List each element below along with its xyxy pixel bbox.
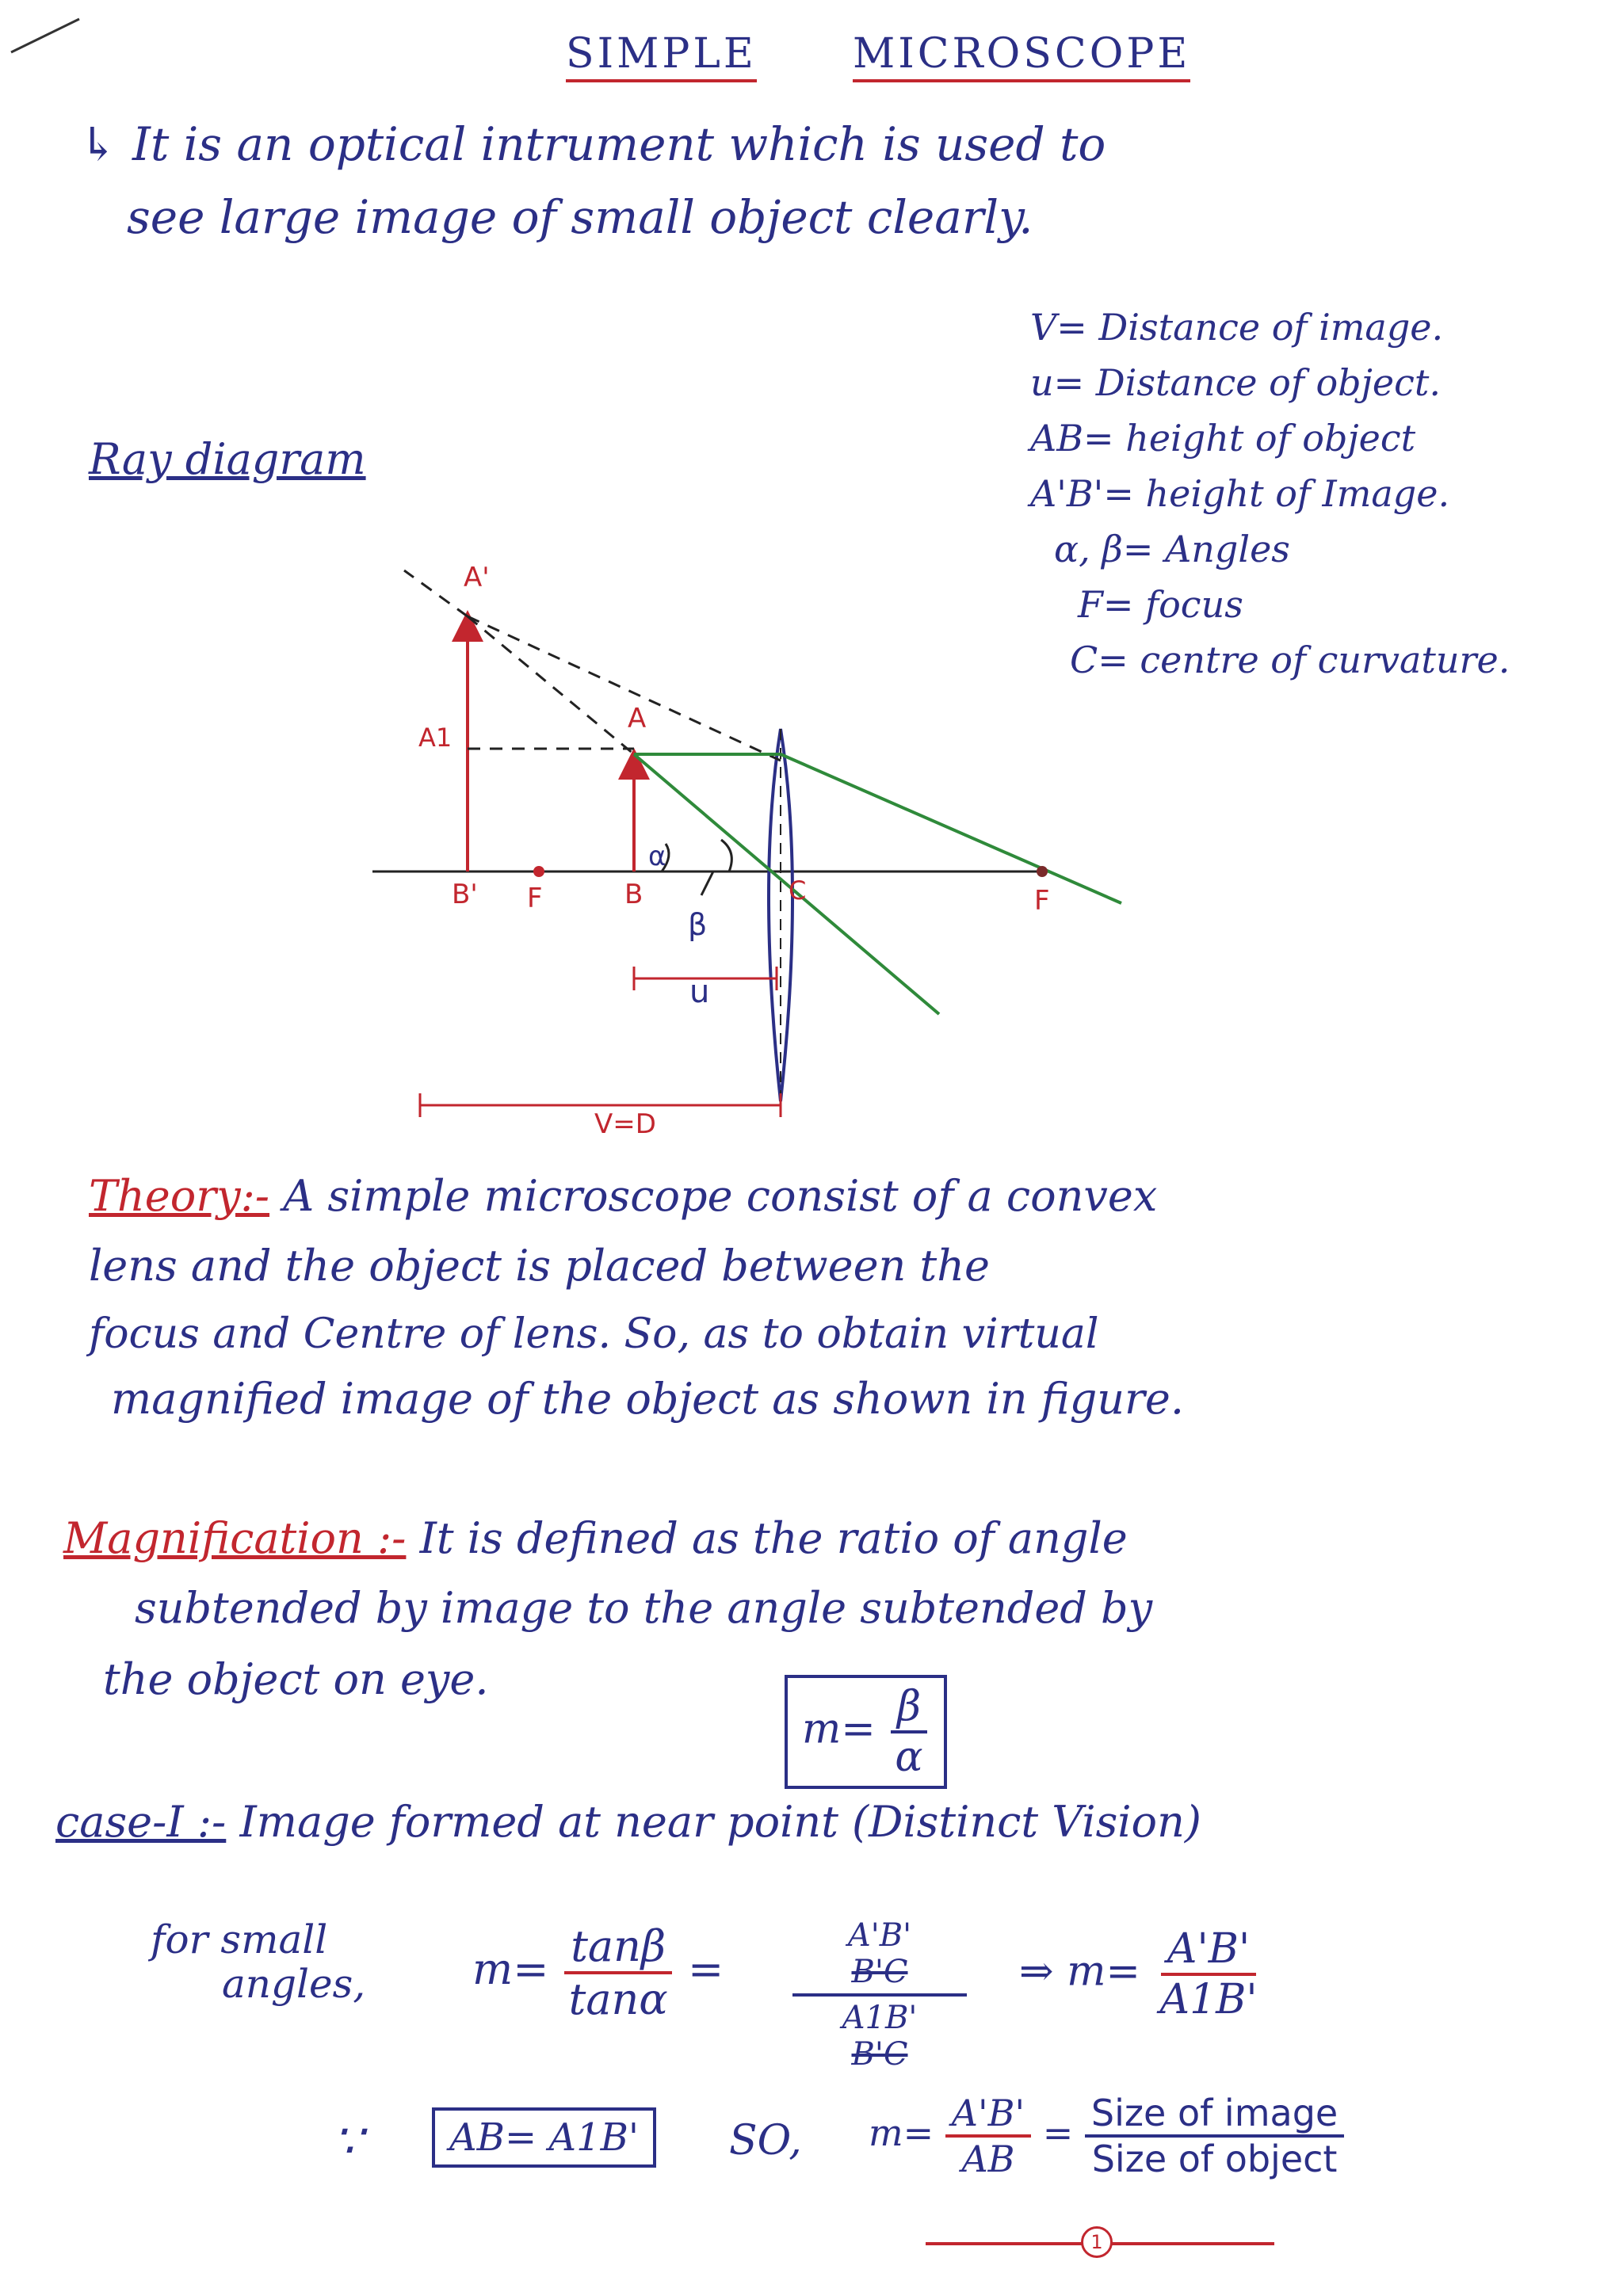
magnification-heading: Magnification :- <box>63 1513 407 1563</box>
theory-heading: Theory:- <box>89 1171 270 1221</box>
compound-den-bottom: B'C <box>851 2036 908 2073</box>
result-den: A1B' <box>1159 1976 1258 2023</box>
final-ratio <box>869 2092 1344 2180</box>
ray-diagram-heading: Ray diagram <box>89 434 366 484</box>
result-implies: ⇒ m= <box>1019 1947 1140 1996</box>
compound-fraction <box>792 1917 967 2073</box>
label-b: B <box>624 879 643 910</box>
intro-bullet-icon: ↳ <box>79 117 118 171</box>
label-a-prime: A' <box>464 562 490 593</box>
small-angles-label-1: for small <box>151 1917 328 1962</box>
tan-eq: = <box>687 1944 724 1994</box>
tan-num: tanβ <box>564 1921 672 1974</box>
definition-focus: F= focus <box>1078 583 1243 626</box>
label-v-d: V=D <box>594 1108 656 1140</box>
theory-text-1: A simple microscope consist of a convex <box>283 1171 1158 1221</box>
small-angles-label <box>151 1917 365 2006</box>
definition-angles: α, β= Angles <box>1054 528 1290 570</box>
definition-u: u= Distance of object. <box>1030 361 1441 404</box>
case-1-text: Image formed at near point (Distinct Vision) <box>239 1797 1201 1847</box>
focus-left-dot <box>533 866 544 877</box>
beta-pointer <box>701 871 713 895</box>
size-num: Size of image <box>1085 2092 1344 2138</box>
magnification-text-1: It is defined as the ratio of angle <box>419 1513 1128 1563</box>
magnification-num: β <box>891 1683 927 1733</box>
dashed-ray-extension <box>404 570 468 616</box>
stray-mark <box>0 0 95 63</box>
tan-m-eq: m= <box>472 1944 549 1994</box>
case-1-line <box>55 1797 1201 1847</box>
size-den: Size of object <box>1091 2138 1338 2180</box>
theory-line-3: focus and Centre of lens. So, as to obtain virtual <box>89 1310 1099 1358</box>
magnification-line-3: the object on eye. <box>103 1654 489 1704</box>
final-so: SO, <box>729 2117 802 2164</box>
compound-main-bar <box>792 1993 967 1997</box>
tan-den: tanα <box>568 1974 668 2024</box>
magnification-line-1 <box>63 1513 1128 1563</box>
label-f-left: F <box>527 883 543 914</box>
definition-centre: C= centre of curvature. <box>1070 639 1510 681</box>
magnification-formula-box <box>785 1675 947 1789</box>
final-fraction <box>945 2092 1031 2180</box>
definition-ab: AB= height of object <box>1030 417 1416 460</box>
beta-arc <box>721 840 731 871</box>
ab-equals-a1b-box: AB= A1B' <box>432 2107 656 2168</box>
final-num: A'B' <box>945 2092 1031 2138</box>
label-a1: A1 <box>418 723 453 753</box>
label-beta: β <box>688 907 708 942</box>
definition-a-prime-b-prime: A'B'= height of Image. <box>1030 472 1450 515</box>
page-title <box>566 30 1190 78</box>
intro-line-1 <box>79 117 1106 171</box>
magnification-line-2: subtended by image to the angle subtended by <box>135 1583 1153 1633</box>
title-word-simple: SIMPLE <box>566 30 757 82</box>
convex-lens <box>769 729 792 1101</box>
intro-line-2: see large image of small object clearly. <box>127 190 1033 244</box>
focus-right-dot <box>1037 866 1048 877</box>
label-alpha: α <box>648 841 666 872</box>
magnification-den: α <box>895 1733 923 1781</box>
result-num: A'B' <box>1161 1925 1256 1976</box>
magnification-m-eq: m= <box>802 1705 876 1753</box>
small-angles-label-2: angles, <box>222 1961 366 2007</box>
magnification-fraction <box>888 1683 929 1781</box>
label-a: A <box>628 703 647 734</box>
case-1-heading: case-I :- <box>55 1797 227 1847</box>
compound-num-bottom: B'C <box>851 1954 908 1990</box>
theory-line-2: lens and the object is placed between the <box>89 1241 990 1291</box>
since-symbol: ∵ <box>333 2114 364 2169</box>
definition-v: V= Distance of image. <box>1030 306 1444 349</box>
equation-number-badge: 1 <box>1081 2226 1113 2258</box>
final-den: AB <box>961 2138 1015 2180</box>
ray-diagram <box>349 539 1141 1157</box>
dashed-ray-top <box>468 616 781 761</box>
tan-fraction <box>563 1921 674 2024</box>
result-fraction <box>1154 1925 1264 2023</box>
refracted-ray-focus <box>781 754 1121 903</box>
tan-ratio <box>472 1921 724 2024</box>
final-m-eq: m= <box>869 2111 934 2154</box>
compound-den-top: A1B' <box>842 2000 918 2036</box>
result-ratio <box>1019 1925 1264 2023</box>
size-fraction <box>1085 2092 1344 2180</box>
central-ray <box>634 754 939 1014</box>
theory-line-1 <box>89 1171 1157 1221</box>
title-word-microscope: MICROSCOPE <box>853 30 1190 82</box>
label-b-prime: B' <box>452 879 478 910</box>
label-u: u <box>689 974 710 1010</box>
theory-line-4: magnified image of the object as shown in figure. <box>111 1374 1184 1424</box>
compound-num-top: A'B' <box>847 1917 912 1954</box>
intro-text-1: It is an optical intrument which is used to <box>132 117 1106 171</box>
label-c: C <box>789 875 807 906</box>
label-f-right: F <box>1034 885 1050 917</box>
dashed-a-to-lens <box>468 616 634 754</box>
final-eq: = <box>1042 2111 1074 2154</box>
